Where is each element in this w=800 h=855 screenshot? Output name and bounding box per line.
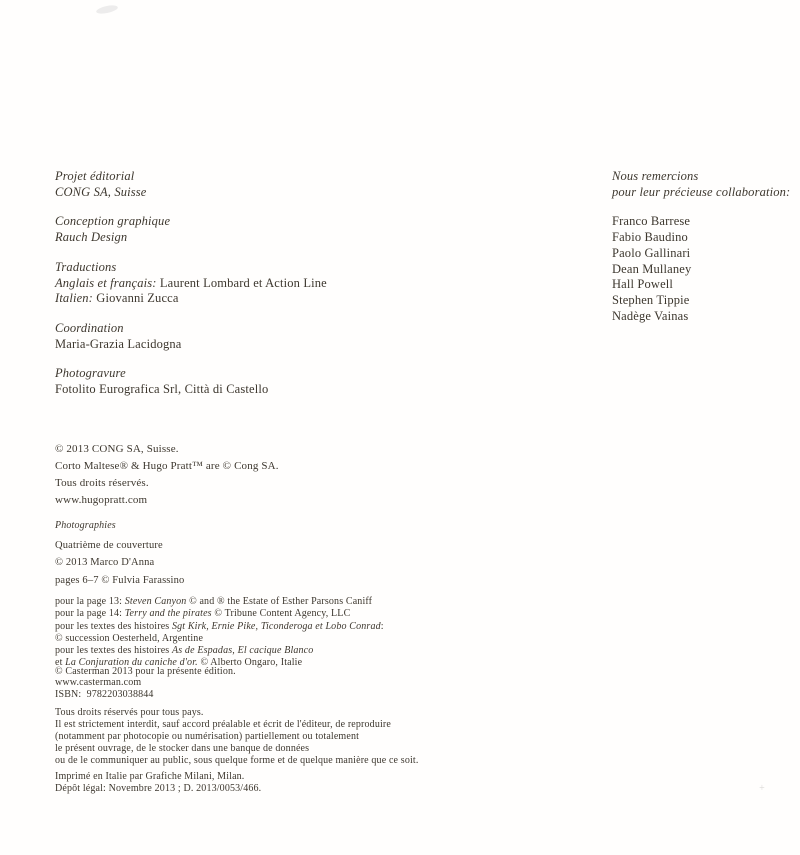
italic-text: pour leur précieuse collaboration: — [612, 184, 791, 199]
text-line — [55, 185, 475, 201]
casterman-edition-block — [55, 666, 475, 700]
text-line — [612, 185, 792, 201]
text-line — [55, 633, 535, 645]
italic-text: Conception graphique — [55, 214, 171, 229]
cong-copyright-block — [55, 441, 475, 509]
text-line — [55, 169, 475, 185]
registration-mark: + — [759, 783, 765, 794]
roman-text: ISBN: 9782203038844 — [55, 688, 154, 700]
roman-text: © succession Oesterheld, Argentine — [55, 632, 204, 644]
roman-text: Il est strictement interdit, sauf accord préalable et écrit de l'éditeur, de reproduire — [55, 719, 391, 730]
page-rights-credits-block — [55, 596, 535, 670]
italic-text: As de Espadas, El cacique Blanco — [171, 645, 314, 657]
text-line — [55, 260, 475, 276]
text-line — [612, 293, 792, 309]
text-line — [55, 214, 475, 230]
roman-text: © Tribune Content Agency, LLC — [211, 608, 351, 620]
roman-text: Nadège Vainas — [612, 308, 689, 323]
text-line — [55, 291, 475, 307]
text-line — [55, 689, 475, 700]
roman-text: Dean Mullaney — [612, 261, 692, 276]
text-line — [612, 169, 792, 185]
italic-text: Steven Canyon — [124, 596, 187, 607]
roman-text: Giovanni Zucca — [93, 291, 179, 306]
italic-text: Photogravure — [55, 366, 126, 381]
roman-text: Fabio Baudino — [612, 230, 688, 245]
text-line — [55, 608, 535, 620]
text-line — [55, 621, 535, 633]
photographies-lines — [55, 517, 475, 589]
text-line — [55, 475, 475, 492]
legal-notice-block — [55, 707, 535, 767]
roman-text: Tous droits réservés. — [55, 477, 149, 489]
editorial-credits-column — [55, 169, 475, 412]
italic-text: Projet éditorial — [55, 169, 135, 183]
credit-section — [55, 214, 475, 245]
roman-text: Laurent Lombard et Action Line — [156, 275, 327, 290]
roman-text: Paolo Gallinari — [612, 245, 691, 260]
text-line — [55, 731, 535, 743]
roman-text: © Casterman 2013 pour la présente édition. — [55, 666, 236, 677]
credit-section — [55, 321, 475, 352]
roman-text: © Alberto Ongaro, Italie — [197, 657, 303, 669]
roman-text: (notamment par photocopie ou numérisation) partiellement ou totalement — [55, 731, 360, 742]
roman-text: pour la page 13: — [55, 596, 125, 607]
text-line — [55, 645, 535, 657]
text-line — [55, 458, 475, 475]
text-line — [55, 783, 475, 795]
text-line — [55, 230, 475, 246]
italic-text: Anglais et français: — [55, 275, 157, 290]
text-line — [55, 596, 535, 608]
text-line — [55, 707, 535, 719]
roman-text: Franco Barrese — [612, 214, 691, 229]
italic-text: Traductions — [55, 259, 117, 274]
text-line — [55, 677, 475, 688]
roman-text: Fotolito Eurografica Srl, Città di Castello — [55, 382, 269, 397]
italic-text: Rauch Design — [55, 230, 128, 245]
text-line — [55, 771, 475, 783]
roman-text: le présent ouvrage, de le stocker dans une banque de données — [55, 743, 310, 754]
italic-text: CONG SA, Suisse — [55, 184, 147, 199]
roman-text: pour les textes des histoires — [55, 620, 172, 632]
roman-text: Hall Powell — [612, 277, 674, 292]
roman-text: © 2013 CONG SA, Suisse. — [55, 443, 179, 455]
roman-text: Maria-Grazia Lacidogna — [55, 336, 182, 351]
credit-section — [55, 169, 475, 200]
text-line — [55, 382, 475, 398]
text-line — [55, 492, 475, 509]
printing-imprint-block — [55, 771, 475, 796]
text-line — [612, 246, 792, 262]
text-line — [55, 321, 475, 337]
roman-text: Dépôt légal: Novembre 2013 ; D. 2013/0053/466. — [55, 783, 262, 795]
text-line — [55, 337, 475, 353]
credit-section — [55, 366, 475, 397]
italic-text: La Conjuration du caniche d'or. — [65, 657, 198, 669]
italic-text: Nous remercions — [612, 169, 699, 183]
text-line — [55, 537, 475, 555]
italic-text: Terry and the pirates — [124, 608, 212, 620]
roman-text: pour les textes des histoires — [55, 645, 172, 657]
italic-text: Photographies — [55, 520, 116, 531]
italic-text: Coordination — [55, 320, 124, 335]
text-line — [612, 309, 792, 325]
text-line — [55, 666, 475, 677]
text-line — [55, 743, 535, 755]
italic-text: Italien: — [55, 291, 93, 306]
text-line — [55, 755, 535, 767]
roman-text: www.hugopratt.com — [55, 494, 148, 506]
roman-text: : — [380, 620, 384, 632]
italic-text: Sgt Kirk, Ernie Pike, Ticonderoga et Lobo Conrad — [171, 620, 381, 632]
text-line — [55, 441, 475, 458]
text-line — [612, 277, 792, 293]
roman-text: © and ® the Estate of Esther Parsons Caniff — [186, 596, 373, 607]
text-line — [55, 276, 475, 292]
acknowledgements-intro — [612, 169, 792, 200]
roman-text: et — [55, 657, 66, 669]
text-line — [55, 366, 475, 382]
roman-text: Quatrième de couverture — [55, 539, 163, 551]
roman-text: pour la page 14: — [55, 608, 125, 620]
roman-text: www.casterman.com — [55, 677, 142, 689]
text-line — [55, 554, 475, 572]
text-line — [55, 719, 535, 731]
text-line — [612, 230, 792, 246]
text-line — [612, 262, 792, 278]
roman-text: pages 6–7 © Fulvia Farassino — [55, 574, 185, 586]
roman-text: Imprimé en Italie par Grafiche Milani, Milan. — [55, 771, 245, 782]
roman-text: ou de le communiquer au public, sous quelque forme et de quelque manière que ce soit. — [55, 755, 419, 766]
text-line — [55, 517, 475, 535]
acknowledgements-names — [612, 214, 792, 324]
roman-text: Tous droits réservés pour tous pays. — [55, 707, 204, 718]
text-line — [612, 214, 792, 230]
roman-text: Stephen Tippie — [612, 292, 690, 307]
spacer — [612, 200, 792, 214]
credit-section — [55, 260, 475, 307]
photographies-block — [55, 517, 475, 589]
roman-text: © 2013 Marco D'Anna — [55, 557, 155, 568]
scan-smudge — [96, 4, 119, 15]
acknowledgements-column — [612, 169, 792, 324]
text-line — [55, 572, 475, 590]
roman-text: Corto Maltese® & Hugo Pratt™ are © Cong SA. — [55, 460, 279, 472]
